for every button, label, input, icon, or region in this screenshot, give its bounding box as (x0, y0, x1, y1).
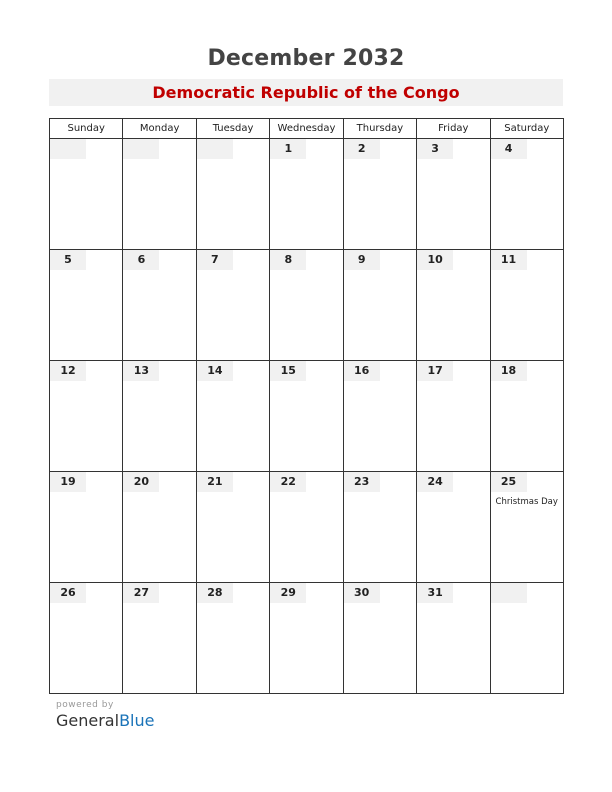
day-number: 5 (50, 250, 86, 270)
day-number: 21 (197, 472, 233, 492)
day-cell (270, 472, 343, 583)
day-cell (123, 472, 196, 583)
day-number: 28 (197, 583, 233, 603)
day-cell (196, 361, 269, 472)
day-cell (490, 250, 563, 361)
empty-day-marker (491, 583, 527, 603)
day-number: 30 (344, 583, 380, 603)
day-cell (343, 361, 416, 472)
day-number: 16 (344, 361, 380, 381)
day-cell (196, 139, 269, 250)
day-cell (196, 583, 269, 694)
weekday-wednesday: Wednesday (270, 119, 343, 139)
weekday-thursday: Thursday (343, 119, 416, 139)
empty-day-marker (123, 139, 159, 159)
day-number: 3 (417, 139, 453, 159)
weekday-tuesday: Tuesday (196, 119, 269, 139)
day-cell (123, 250, 196, 361)
weekday-sunday: Sunday (50, 119, 123, 139)
brand-blue: Blue (119, 711, 155, 730)
brand-logo[interactable] (56, 711, 154, 730)
day-cell (50, 139, 123, 250)
day-cell (270, 361, 343, 472)
calendar-week-row (50, 583, 564, 694)
day-number: 8 (270, 250, 306, 270)
country-name: Democratic Republic of the Congo (152, 83, 460, 102)
day-cell (417, 250, 490, 361)
weekday-header-row (50, 119, 564, 139)
day-number: 10 (417, 250, 453, 270)
day-number: 17 (417, 361, 453, 381)
day-number: 13 (123, 361, 159, 381)
day-cell (50, 583, 123, 694)
day-cell (343, 139, 416, 250)
day-number: 11 (491, 250, 527, 270)
day-number: 26 (50, 583, 86, 603)
day-number: 1 (270, 139, 306, 159)
calendar-week-row (50, 139, 564, 250)
calendar-grid (49, 118, 564, 694)
calendar-body (50, 139, 564, 694)
brand-general: General (56, 711, 120, 730)
day-number: 7 (197, 250, 233, 270)
calendar-week-row (50, 361, 564, 472)
day-number: 19 (50, 472, 86, 492)
powered-by-text: powered by (56, 700, 114, 710)
day-number: 9 (344, 250, 380, 270)
day-cell (490, 472, 563, 583)
day-cell (270, 139, 343, 250)
day-cell (270, 250, 343, 361)
day-number: 22 (270, 472, 306, 492)
calendar-title: December 2032 (207, 46, 405, 71)
day-cell (417, 583, 490, 694)
day-cell (123, 139, 196, 250)
holiday-label: Christmas Day (495, 497, 558, 507)
day-cell (270, 583, 343, 694)
day-number: 2 (344, 139, 380, 159)
day-cell (196, 472, 269, 583)
day-number: 14 (197, 361, 233, 381)
day-cell (343, 250, 416, 361)
calendar-week-row (50, 250, 564, 361)
weekday-friday: Friday (417, 119, 490, 139)
day-number: 4 (491, 139, 527, 159)
day-cell (417, 361, 490, 472)
day-cell (343, 583, 416, 694)
day-number: 31 (417, 583, 453, 603)
day-cell (417, 139, 490, 250)
footer-branding (56, 700, 154, 730)
day-number: 25 (491, 472, 527, 492)
day-cell (417, 472, 490, 583)
day-cell (50, 472, 123, 583)
day-cell (196, 250, 269, 361)
day-cell (50, 361, 123, 472)
day-number: 18 (491, 361, 527, 381)
day-number: 27 (123, 583, 159, 603)
day-number: 29 (270, 583, 306, 603)
weekday-saturday: Saturday (490, 119, 563, 139)
day-cell (123, 361, 196, 472)
empty-day-marker (197, 139, 233, 159)
day-cell (50, 250, 123, 361)
day-cell (343, 472, 416, 583)
day-number: 12 (50, 361, 86, 381)
calendar-week-row (50, 472, 564, 583)
day-number: 6 (123, 250, 159, 270)
day-number: 20 (123, 472, 159, 492)
day-cell (490, 583, 563, 694)
day-cell (490, 361, 563, 472)
day-number: 24 (417, 472, 453, 492)
empty-day-marker (50, 139, 86, 159)
day-number: 15 (270, 361, 306, 381)
day-cell (490, 139, 563, 250)
country-banner (49, 79, 563, 106)
day-number: 23 (344, 472, 380, 492)
day-cell (123, 583, 196, 694)
weekday-monday: Monday (123, 119, 196, 139)
